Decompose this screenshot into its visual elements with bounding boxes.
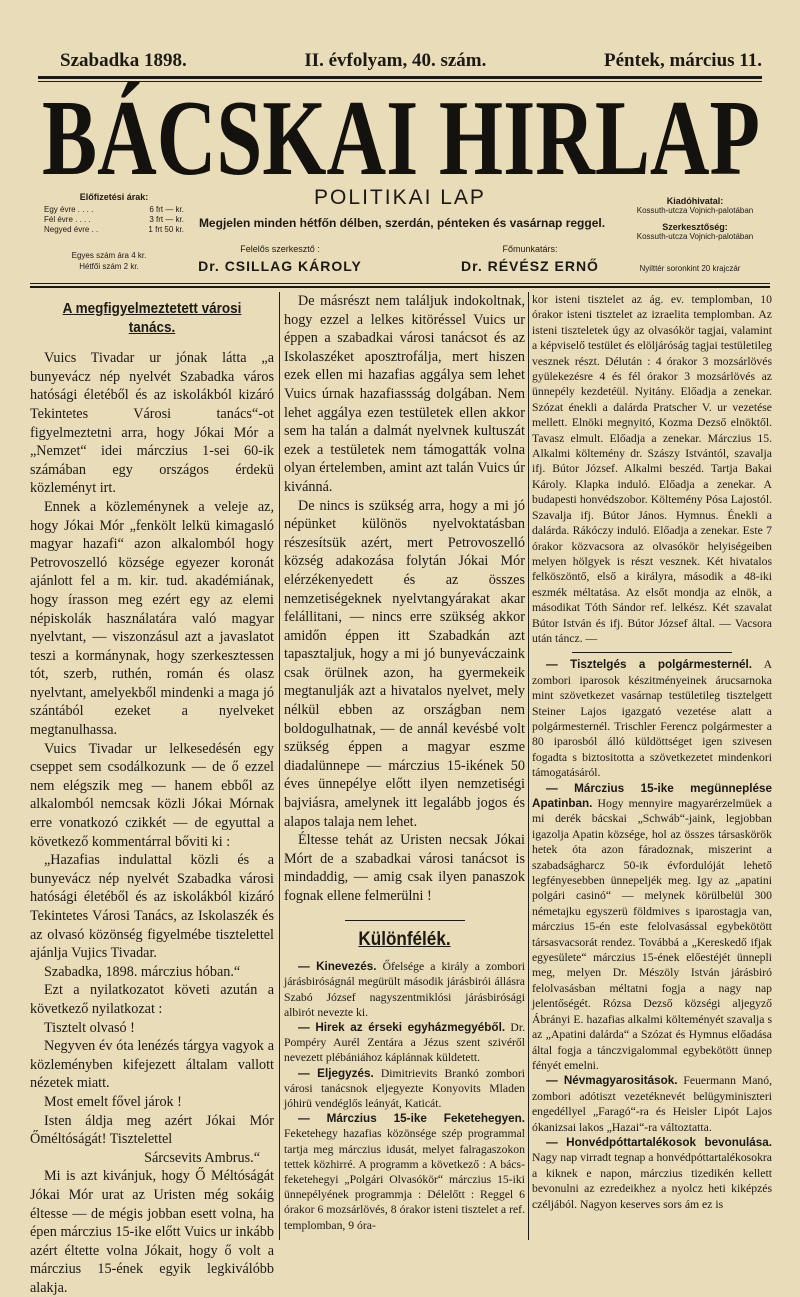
quote: „Hazafias indulattal közli és a bunyevácz nép nyelvét Szabadka városi hatósági életéből és az iskolákból kizáró Tekintetes Városi Tanács, az Iskolaszék és az olvasó közönség figyelmébe tisztelettel ajánlja Vujics Tivadar. <box>30 852 274 962</box>
column-divider <box>279 292 280 1240</box>
price-row: Fél évre . . . . 3 frt — kr. <box>44 215 184 224</box>
ad-price: Nyilttér soronkint 20 krajczár <box>639 264 741 273</box>
column-2 <box>284 292 525 1242</box>
column-1 <box>30 292 274 1296</box>
news-item: — Kinevezés. Őfelsége a király a zombori járásbiróságnál megürült második járásbirói állásra Szabó József nagyszentmiklósi járásbirósági albirót nevezte ki. <box>284 960 526 1019</box>
news-item: — Márczius 15-ike Feketehegyen. Feketehegy hazafias közönsége szép programmal tartja meg márczius idusát, melyet falragaszokon tettek közhirré. A programm a következő : A bács-feketehegyi „Polgári Olvasókör“ márczius 15-iki ünnepélyének programmja : Délelőtt : Reggel 6 órakor 6 mozsárlövés, 8 órakor isteni tisztelet a ref. templomban, 9 óra- <box>284 1112 525 1232</box>
paragraph: Éltesse tehát az Uristen necsak Jókai Mórt de a szabadkai városi tanácsot is mindaddig, — amig csak ilyen panaszok fognak ellene felmerülni ! <box>284 832 525 904</box>
quote-date: Szabadka, 1898. márczius hóban.“ <box>44 963 241 980</box>
news-item: — Névmagyarositások. Feuermann Manó, zombori adótiszt vezetéknevét belügyminiszteri engedéllyel „Faragó“-ra és Heisler Lipót Lajos ókanizsai lakos „Hazai“-ra változtatta. <box>532 1074 772 1134</box>
office-box: Kiadóhivatal: Kossuth-utcza Vojnich-palotában Szerkesztőség: Kossuth-utcza Vojnich-palotában <box>636 196 754 241</box>
news-item: — Eljegyzés. Dimitrievits Brankó zombori városi tanácsnok eljegyezte Konyovits Mladen jóhirü vendéglős leányát, Katicát. <box>284 1066 525 1111</box>
paragraph: Tisztelt olvasó ! <box>44 1019 135 1036</box>
news-item: — Honvédpóttartalékosok bevonulása. Nagy nap virradt tegnap a honvédpóttartalékosokra a kiknek e napon, márczius tizedikén kellett bevonulni az ezredeikhez a nyolcz heti kiképzés czéljából. Nagyon keserves sors ám ez is <box>532 1135 772 1211</box>
paragraph: Ennek a közleménynek a veleje az, hogy Jókai Mór „fenkölt lelkü kimagasló magyar hazafi“ azon alkalomból hogy Petrovoszelló községe egyezer koronát ajánlott fel a m. kir. tud. akadémiának, hogy írasson meg ezért egy az elemi népiskolák használatára való magyar nyelvtant, — viszonzásul azt a javaslatot teszi a kormánynak, hogy szerkesztessen tót, szerb, ruthén, román és olasz nyelvtant, amelyekből mindenki a maga jó szántából ezeket a nyelveket megtanulhassa. <box>30 498 274 739</box>
paragraph: Most emelt fővel járok ! <box>44 1093 182 1110</box>
editor: Felelős szerkesztő : Dr. CSILLAG KÁROLY <box>198 244 362 274</box>
separator <box>345 920 465 921</box>
subtitle: POLITIKAI LAP <box>314 186 486 209</box>
coworker: Főmunkatárs: Dr. RÉVÉSZ ERNŐ <box>461 244 599 274</box>
paragraph: Vuics Tivadar ur jónak látta „a bunyevácz nép nyelvét Szabadka város hatósági életéből és az iskolákból kizáró Tekintetes Városi tanács“-ot figyelmeztetni arra, hogy Jókai Mór a „Nemzet“ idei márczius 1-sei 60-ik számában egy országos érdekü közleményt irt. <box>30 350 274 497</box>
publication-schedule: Megjelen minden hétfőn délben, szerdán, pénteken és vasárnap reggel. <box>198 216 606 230</box>
paragraph: De másrészt nem találjuk indokoltnak, hogy ezzel a lelkes kitöréssel Vuics ur éppen a szabadkai városi tanácsot és az Iskolaszéket aposztrofálja, mert hiszen ezek ellen mi hazafias aggálya sem lehet Vuics úrnak hazafiassság dolgában. Nem lehet aggálya ezen testületek ellen akkor sem ha talán a dalmát nyelvnek kultuszát ezek a testületek nem támogatták volna olyan értelemben, amint azt talán Vuics úr kivánná. <box>284 293 525 495</box>
issue-date: Péntek, március 11. <box>604 50 762 71</box>
paragraph: Negyven év óta lenézés tárgya vagyok a közleményben kifejezett általam vallott nézetek miatt. <box>30 1038 274 1092</box>
column-3 <box>532 292 772 1242</box>
masthead-title: BÁCSKAI HIRLAP <box>42 79 760 198</box>
news-item: — Márczius 15-ike megünneplése Apatinban. Hogy mennyire magyarérzelmüek a mi derék bácskai „Schwáb“-jaink, legjobban igazolja Apatin községe, hol az összes társaskörök hetek óta azon fáradoznak, miszerint a szabadságharcz 50-ik évfordulóját lehető legfényesebben ünnepeljék meg. Igy az „apatini polgári casinó“ — melynek körülbelül 300 németajku egyszerü földmives s iparostagja van, márczius 15-én este felolvasással egybekötött társasvacsorát rendez. Továbbá a „Kereskedő ifjak egyesülete“ márczius 15-ének előestéjét ünnepli meg, melyen Dr. Mészöly István járásbiró felolvasásban méltatni fogja a nagy nap jelentőségét. Rózsa Dezső községi aljegyző Ábrányi E. hazafias alkalmi költeményét szavalja s az „Apatini dalárda“ a Szózat és Hymnus előadása által fogja a tánczvigalommal egybekötött ünnep fényét emelni. <box>532 781 773 1072</box>
news-item: — Tisztelgés a polgármesternél. A zombori iparosok készitményeinek árucsarnoka mint szövetkezet vasárnap testületileg tisztelgett Steiner Lajos igazgató vezetése alatt a polgármesternél. Trischler Ferencz polgármester a 80 iparosból álló küldöttséget igen szivesen fogadta s biztositotta a szövetkezetet mindenkori támogatásáról. <box>532 658 773 780</box>
paragraph: Mi is azt kivánjuk, hogy Ő Méltóságát Jókai Mór urat az Uristen még sokáig éltesse — de mégis jobban esett volna, ha épen márczius 15-ike előtt Vuics ur inkább azért éltette volna Jókait, hogy ő volt a márczius 15-ének egyik legkiválóbb alakja. <box>30 1168 274 1296</box>
section-title: Különfélék. <box>358 928 451 950</box>
subscription-box <box>44 192 184 235</box>
price-row: Egy évre . . . . 6 frt — kr. <box>44 205 184 214</box>
paragraph: Ezt a nyilatkozatot követi azután a következő nyilatkozat : <box>30 982 274 1017</box>
paragraph: Isten áldja meg azért Jókai Mór Őméltóságát! Tisztelettel <box>30 1112 274 1148</box>
column-divider <box>528 292 529 1240</box>
issue-number: II. évfolyam, 40. szám. <box>304 50 487 71</box>
paragraph: Vuics Tivadar ur lelkesedésén egy cseppet sem csodálkozunk — de ő ezzel nem elégszik meg — hanem ebből az alkalomból nemcsak közli Jókai Mórnak erre vonatkozó czikkét — de egyuttal a következő kommentárral bőviti ki : <box>30 740 274 850</box>
single-price: Egyes szám ára 4 kr. Hétfői szám 2 kr. <box>71 251 147 271</box>
subscription-title: Előfizetési árak: <box>79 192 149 202</box>
signature: Sárcsevits Ambrus.“ <box>144 1149 260 1166</box>
divider <box>30 286 770 288</box>
separator <box>572 652 732 653</box>
news-item: — Hirek az érseki egyházmegyéből. Dr. Pompéry Aurél Zentára a Jézus szent szivéről nevezett plébániához káplánnak küldetett. <box>284 1021 526 1065</box>
dateline <box>60 50 762 72</box>
divider <box>30 283 770 284</box>
article-title: A megfigyelmeztetett városi tanács. <box>62 300 242 336</box>
paragraph: kor isteni tisztelet az ág. ev. templomban, 10 órakor isteni tisztelet az izraelita templomban. Az isteni tiszteletek úgy az olvasókör tagjai, valamint a képviselő testület és elöljáróság tagjai testületileg vesznek részt. Délután : 4 órakor 3 mozsárlövés gyülekezésre 4 és fél órakor 3 mozsárlövés az ünnepély kezdetéül. Nyitány. Előadja a zenekar. Szózat énekli a dalárda Pratscher V. ur vezetése mellett. Elnöki megnyitó, Kozma Dezső elnöktől. Tavasz elmult. Előadja a zenekar. Márczius 15. Alkalmi költemény dr. Szászy Istvántól, szavalja ifj. Bútor József. Alkalmi beszéd. Tartja Bakai Károly. Klapka induló. Előadja a zenekar. A budapesti honvédszobor. Költemény Pósa Lajostól. Szavalja ifj. Bútor János. Hymnus. Énekli a dalárda. Rákóczy induló. Előadja a zenekar. Este 7 órakor közvacsora az olvasókör helyiségeiben melyen hölgyek is részt vesznek. Két hivatalos felköszöntő, első a királyra, második a 48-iki eszmék méltatása. Az elsőt mondja az elnök, a másodikat Tóth Sándor ref. lelkész. Két szavalat Bútor István és ifj. Bútor József által. — Vacsora után táncz. — <box>532 293 772 645</box>
paragraph: De nincs is szükség arra, hogy a mi jó népünket különös nyelvoktatásban részesítsük azért, mert Petrovoszelló község adakozása folytán Jókai Mór elérzékenyedett és az összes nemzetiségeknek nyelvtangyárakat akar felállitani, — nincs erre szükség akkor amidőn éppen itt Szabadkán azt tapasztaljuk, hogy a mi jó bunyeváczaink csak örülnek azon, ha gyermekeik megtanulják azt a hivatalos nyelvet, mely nélkül ebben az országban nem boldogulhatnak, — de annál kevésbé volt szükség éppen a magyar eszme diadalünnepe — márczius 15-ikének 50 éves ünnepélye előtt ilyen nemzetiségi bajviásra, amelynek itt legalább jogos és alapos talaja nem lehet. <box>284 497 525 830</box>
place-year: Szabadka 1898. <box>60 50 187 71</box>
price-row: Negyed évre . . 1 frt 50 kr. <box>44 225 184 234</box>
